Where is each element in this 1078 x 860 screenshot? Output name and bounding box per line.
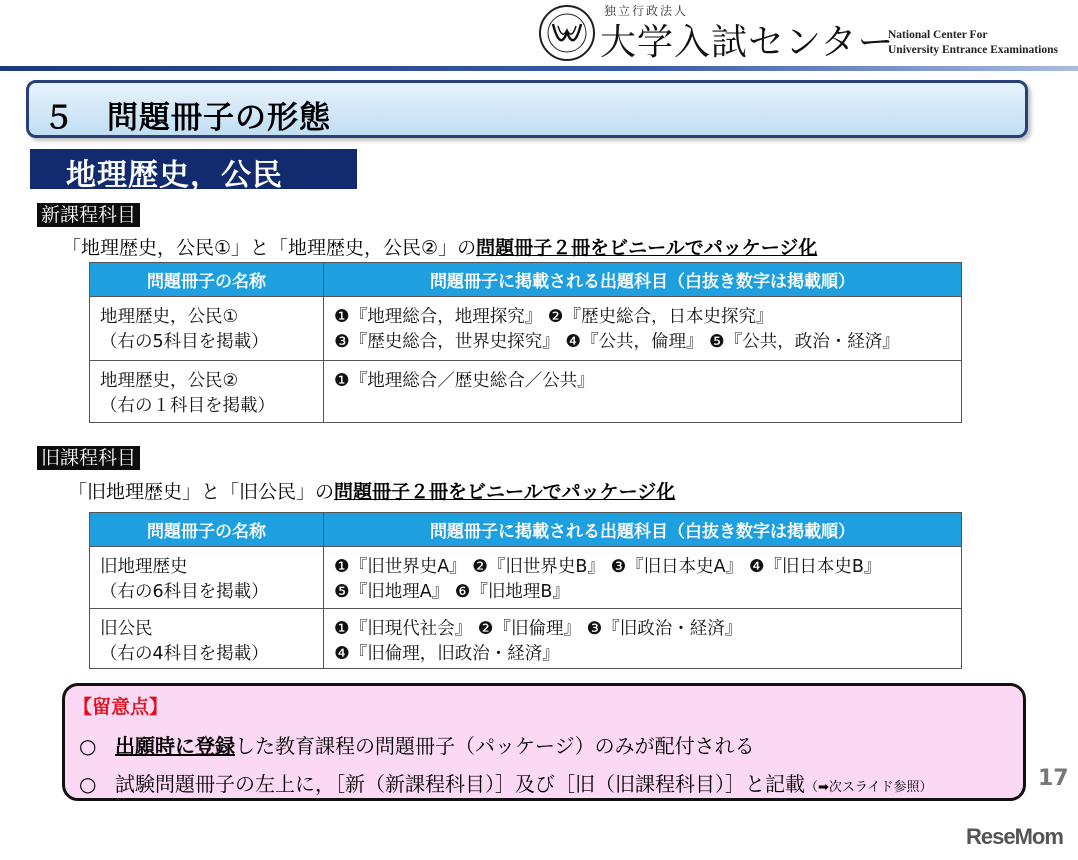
note-emphasis: 出願時に登録 xyxy=(115,734,235,758)
page-number: 17 xyxy=(1038,766,1069,791)
table-header-row xyxy=(90,513,962,547)
subjects-line: ❶『地理総合／歴史総合／公共』 xyxy=(334,371,595,391)
old-package-emphasis: 問題冊子２冊をビニールでパッケージ化 xyxy=(334,481,676,503)
subject-title: 地理歴史，公民 xyxy=(66,158,283,193)
bullet-circle-icon: ○ xyxy=(79,772,97,796)
note-reference: （➡次スライド参照） xyxy=(805,780,933,795)
notes-title: 【留意点】 xyxy=(73,696,169,718)
subjects-cell xyxy=(324,547,962,609)
table-row xyxy=(90,361,962,423)
table-header-row xyxy=(90,263,962,297)
col-header-name: 問題冊子の名称 xyxy=(90,513,324,547)
new-curriculum-table xyxy=(89,262,962,423)
org-type-label: 独立行政法人 xyxy=(604,4,689,18)
subjects-cell xyxy=(324,361,962,423)
new-package-plain: 「地理歴史，公民①」と「地理歴史，公民②」の xyxy=(62,237,477,259)
table-row xyxy=(90,547,962,609)
note-text: 試験問題冊子の左上に，［新（新課程科目）］及び［旧（旧課程科目）］と記載 xyxy=(115,772,805,796)
watermark-logo: ReseMom xyxy=(966,824,1063,849)
new-curriculum-package-line xyxy=(62,233,817,260)
org-logo xyxy=(538,0,1078,66)
section-heading-box xyxy=(26,80,1028,138)
booklet-name: 地理歴史，公民① xyxy=(100,307,239,327)
old-curriculum-package-line xyxy=(68,477,675,504)
subjects-line: ❶『旧世界史A』 ❷『旧世界史B』 ❸『旧日本史A』 ❹『旧日本史B』 xyxy=(334,557,882,577)
booklet-name-cell xyxy=(90,609,324,669)
col-header-subjects: 問題冊子に掲載される出題科目（白抜き数字は掲載順） xyxy=(324,263,962,297)
org-name-en xyxy=(888,28,1058,58)
booklet-note: （右の6科目を掲載） xyxy=(100,582,269,602)
booklet-name: 旧地理歴史 xyxy=(100,557,188,577)
new-package-emphasis: 問題冊子２冊をビニールでパッケージ化 xyxy=(476,237,818,259)
subjects-line: ❸『歴史総合，世界史探究』 ❹『公共，倫理』 ❺『公共，政治・経済』 xyxy=(334,332,900,352)
booklet-name: 地理歴史，公民② xyxy=(100,371,239,391)
bullet-circle-icon: ○ xyxy=(79,734,97,758)
old-package-plain: 「旧地理歴史」と「旧公民」の xyxy=(68,481,335,503)
booklet-name: 旧公民 xyxy=(100,619,153,639)
col-header-name: 問題冊子の名称 xyxy=(90,263,324,297)
booklet-note: （右の１科目を掲載） xyxy=(100,396,275,416)
subjects-line: ❹『旧倫理，旧政治・経済』 xyxy=(334,644,560,664)
booklet-name-cell xyxy=(90,547,324,609)
note-item xyxy=(79,730,755,759)
booklet-name-cell xyxy=(90,361,324,423)
booklet-note: （右の4科目を掲載） xyxy=(100,644,269,664)
section-title: ５ 問題冊子の形態 xyxy=(43,100,331,136)
org-en-line2: University Entrance Examinations xyxy=(888,44,1058,56)
new-curriculum-tag: 新課程科目 xyxy=(37,203,140,227)
booklet-name-cell xyxy=(90,297,324,361)
booklet-note: （右の5科目を掲載） xyxy=(100,332,269,352)
org-name: 大学入試センター xyxy=(600,22,895,63)
old-curriculum-tag: 旧課程科目 xyxy=(37,446,140,470)
table-row xyxy=(90,297,962,361)
subjects-cell xyxy=(324,297,962,361)
subject-banner xyxy=(30,149,357,193)
note-item xyxy=(79,768,933,797)
subjects-line: ❶『旧現代社会』 ❷『旧倫理』 ❸『旧政治・経済』 xyxy=(334,619,743,639)
note-text: した教育課程の問題冊子（パッケージ）のみが配付される xyxy=(235,734,755,758)
old-curriculum-table xyxy=(89,512,962,669)
subjects-line: ❺『旧地理A』 ❻『旧地理B』 xyxy=(334,582,570,602)
col-header-subjects: 問題冊子に掲載される出題科目（白抜き数字は掲載順） xyxy=(324,513,962,547)
emblem-icon xyxy=(538,4,596,62)
notes-box xyxy=(62,683,1026,801)
subjects-cell xyxy=(324,609,962,669)
table-row xyxy=(90,609,962,669)
org-en-line1: National Center For xyxy=(888,29,988,41)
subjects-line: ❶『地理総合，地理探究』 ❷『歴史総合，日本史探究』 xyxy=(334,307,774,327)
header-rule xyxy=(0,66,1078,71)
